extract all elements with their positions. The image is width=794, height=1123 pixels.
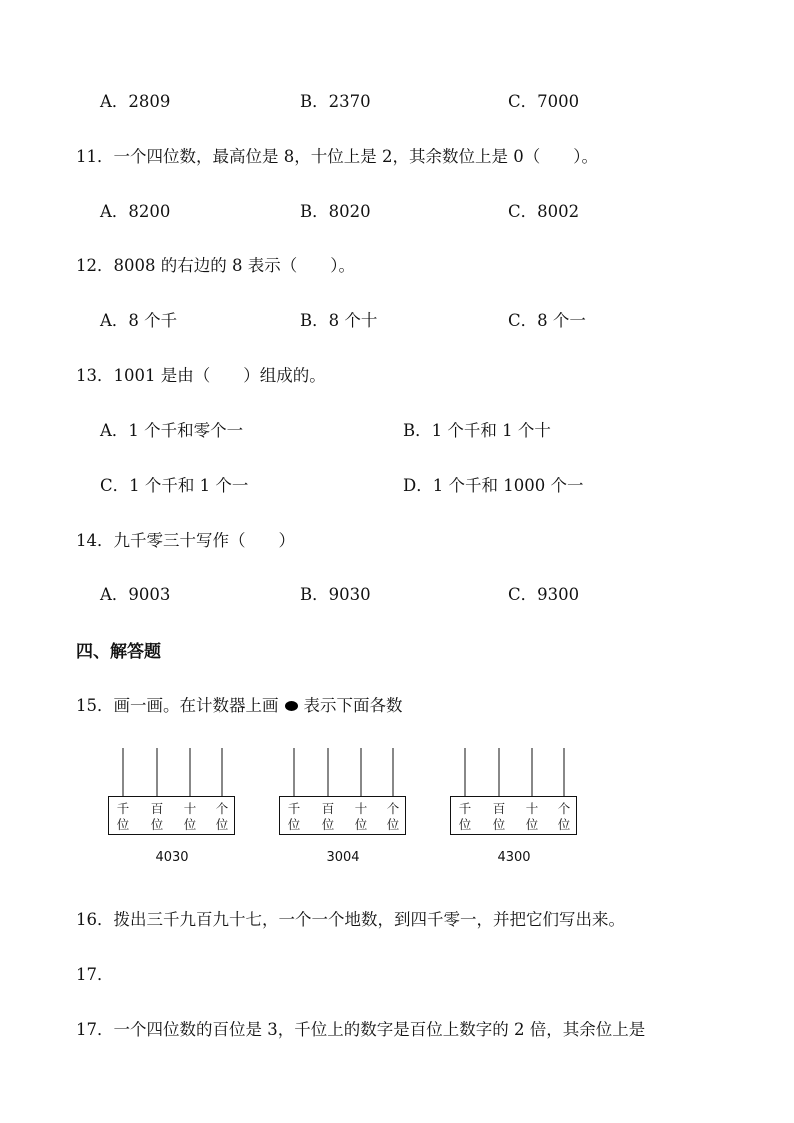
q15-text-before: 15．画一画。在计数器上画 bbox=[76, 696, 279, 715]
q13-option-d: D．1 个千和 1000 个一 bbox=[403, 476, 584, 495]
q11-option-c: C．8002 bbox=[508, 202, 580, 221]
label-ones: 个 位 bbox=[557, 801, 571, 832]
q12-option-b: B．8 个十 bbox=[300, 311, 378, 330]
q13-text: 13．1001 是由（ ）组成的。 bbox=[76, 366, 326, 385]
bead-icon bbox=[285, 701, 298, 711]
q14-option-a: A．9003 bbox=[100, 585, 171, 604]
q12-text: 12．8008 的右边的 8 表示（ ）。 bbox=[76, 256, 355, 275]
abacus-2-number: 3004 bbox=[326, 850, 360, 865]
label-tens: 十 位 bbox=[525, 801, 539, 832]
section-heading: 四、解答题 bbox=[76, 642, 161, 662]
q12-option-c: C．8 个一 bbox=[508, 311, 586, 330]
q15-text bbox=[76, 692, 403, 716]
q10-option-a: A．2809 bbox=[100, 92, 171, 111]
q14-text: 14．九千零三十写作（ ） bbox=[76, 531, 295, 550]
q11-text: 11．一个四位数，最高位是 8，十位上是 2，其余数位上是 0（ ）。 bbox=[76, 147, 598, 166]
q13-option-b: B．1 个千和 1 个十 bbox=[403, 421, 551, 440]
label-tens: 十 位 bbox=[183, 801, 197, 832]
q13-option-a: A．1 个千和零个一 bbox=[100, 421, 244, 440]
label-hundreds: 百 位 bbox=[321, 801, 335, 832]
q17-stub: 17． bbox=[76, 965, 114, 984]
label-hundreds: 百 位 bbox=[150, 801, 164, 832]
label-thousands: 千 位 bbox=[116, 801, 130, 832]
label-thousands: 千 位 bbox=[287, 801, 301, 832]
q17-text: 17．一个四位数的百位是 3，千位上的数字是百位上数字的 2 倍，其余位上是 bbox=[76, 1020, 646, 1039]
label-ones: 个 位 bbox=[215, 801, 229, 832]
q13-option-c: C．1 个千和 1 个一 bbox=[100, 476, 249, 495]
q15-text-after: 表示下面各数 bbox=[303, 696, 403, 715]
label-tens: 十 位 bbox=[354, 801, 368, 832]
q11-option-b: B．8020 bbox=[300, 202, 371, 221]
q10-option-c: C．7000 bbox=[508, 92, 580, 111]
abacus-1 bbox=[108, 746, 236, 865]
label-hundreds: 百 位 bbox=[492, 801, 506, 832]
label-ones: 个 位 bbox=[386, 801, 400, 832]
q14-option-b: B．9030 bbox=[300, 585, 371, 604]
q14-option-c: C．9300 bbox=[508, 585, 580, 604]
q11-option-a: A．8200 bbox=[100, 202, 171, 221]
abacus-1-number: 4030 bbox=[155, 850, 189, 865]
q10-option-b: B．2370 bbox=[300, 92, 371, 111]
abacus-3-number: 4300 bbox=[497, 850, 531, 865]
q16-text: 16．拨出三千九百九十七，一个一个地数，到四千零一，并把它们写出来。 bbox=[76, 910, 625, 929]
abacus-2 bbox=[279, 746, 407, 865]
q12-option-a: A．8 个千 bbox=[100, 311, 178, 330]
label-thousands: 千 位 bbox=[458, 801, 472, 832]
abacus-3 bbox=[450, 746, 578, 865]
